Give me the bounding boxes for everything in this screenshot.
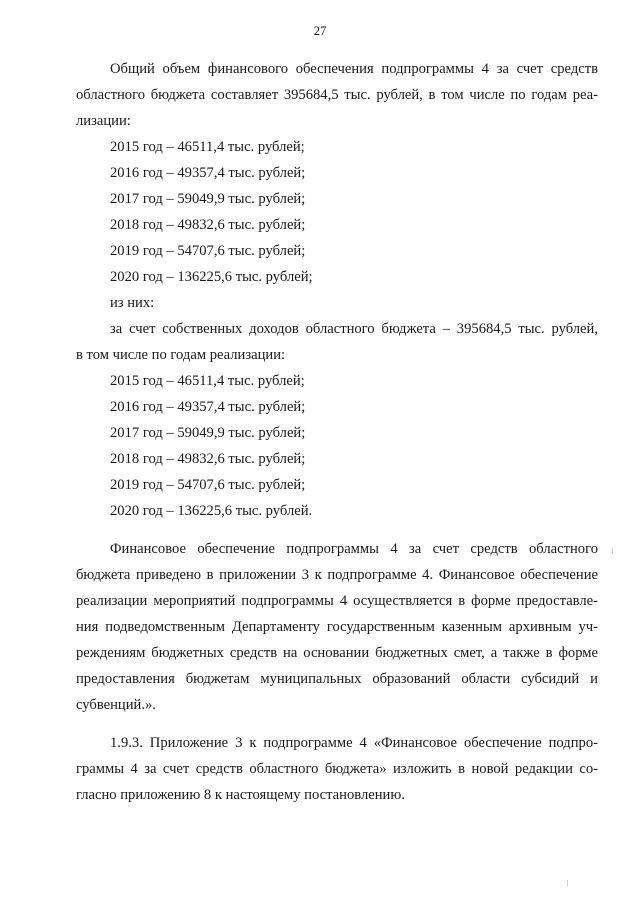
paragraph-total-funding	[76, 56, 598, 134]
year-item: 2018 год – 49832,6 тыс. рублей;	[110, 217, 306, 233]
text-line: бюджета приведено в приложении 3 к подпрограмме 4. Финансовое обеспечение	[76, 567, 598, 583]
text-line: Финансовое обеспечение подпрограммы 4 за счет средств областного	[110, 541, 598, 557]
paragraph-gap	[76, 718, 598, 730]
year-item: 2020 год – 136225,6 тыс. рублей.	[110, 503, 313, 519]
year-item: 2015 год – 46511,4 тыс. рублей;	[110, 373, 305, 389]
page-number: 27	[313, 24, 327, 38]
document-body	[76, 56, 598, 808]
text-line: субвенций.».	[76, 697, 156, 713]
text-line-iz-nih: из них:	[110, 295, 155, 311]
paragraph-item-1-9-3	[76, 730, 598, 808]
text-line: реждениям бюджетных средств на основании бюджетных смет, а также в форме	[76, 645, 598, 661]
year-item: 2019 год – 54707,6 тыс. рублей;	[110, 477, 306, 493]
year-item: 2016 год – 49357,4 тыс. рублей;	[110, 165, 306, 181]
text-line: областного бюджета составляет 395684,5 тыс. рублей, в том числе по годам реа-	[76, 87, 598, 103]
year-item: 2020 год – 136225,6 тыс. рублей;	[110, 269, 313, 285]
paragraph-funding-provision	[76, 536, 598, 718]
paragraph-own-revenue	[76, 316, 598, 368]
text-line: ния подведомственным Департаменту государственным казенным архивным уч-	[76, 619, 598, 635]
year-item: 2019 год – 54707,6 тыс. рублей;	[110, 243, 306, 259]
scan-mark	[567, 880, 568, 886]
year-item: 2017 год – 59049,9 тыс. рублей;	[110, 191, 306, 207]
text-line: в том числе по годам реализации:	[76, 347, 286, 363]
text-line: гласно приложению 8 к настоящему постановлению.	[76, 787, 405, 803]
year-list-own-revenue	[76, 368, 598, 524]
text-line: за счет собственных доходов областного бюджета – 395684,5 тыс. рублей,	[110, 321, 598, 337]
text-line: 1.9.3. Приложение 3 к подпрограмме 4 «Финансовое обеспечение подпро-	[110, 735, 598, 751]
year-item: 2016 год – 49357,4 тыс. рублей;	[110, 399, 306, 415]
year-list-total	[76, 134, 598, 290]
paragraph-gap	[76, 524, 598, 536]
text-line: Общий объем финансового обеспечения подпрограммы 4 за счет средств	[110, 61, 598, 77]
year-item: 2015 год – 46511,4 тыс. рублей;	[110, 139, 305, 155]
year-item: 2017 год – 59049,9 тыс. рублей;	[110, 425, 306, 441]
text-line: граммы 4 за счет средств областного бюджета» изложить в новой редакции со-	[76, 761, 598, 777]
scan-mark	[612, 548, 613, 554]
text-line: лизации:	[76, 113, 131, 129]
text-line: предоставления бюджетам муниципальных образований области субсидий и	[76, 671, 598, 687]
year-item: 2018 год – 49832,6 тыс. рублей;	[110, 451, 306, 467]
text-line: реализации мероприятий подпрограммы 4 осуществляется в форме предоставле-	[76, 593, 598, 609]
